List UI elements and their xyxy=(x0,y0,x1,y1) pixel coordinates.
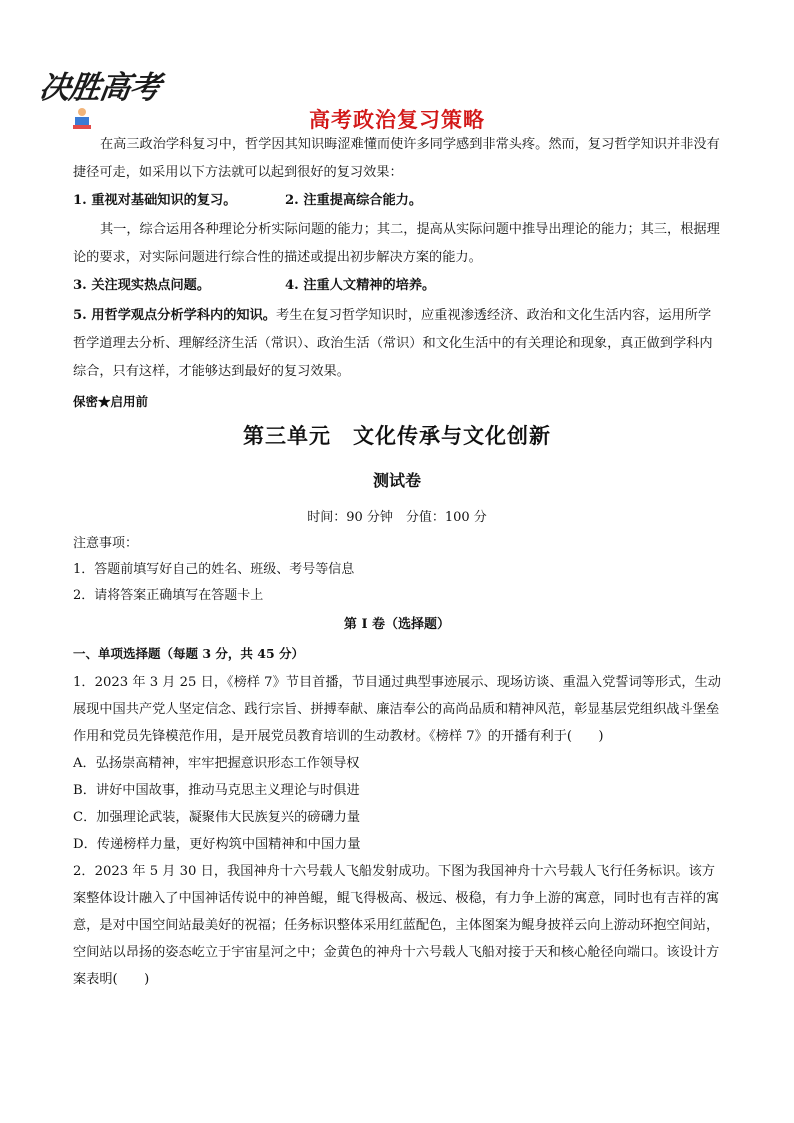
strategy-title: 高考政治复习策略 xyxy=(309,108,485,132)
strategy-point-5: 5. 用哲学观点分析学科内的知识。 xyxy=(73,308,276,323)
secret-label: 保密★启用前 xyxy=(73,394,149,409)
question-1-option-b: B．讲好中国故事，推动马克思主义理论与时俱进 xyxy=(73,783,360,798)
section-heading: 第 I 卷（选择题） xyxy=(343,617,451,632)
question-2-stem: 2．2023 年 5 月 30 日，我国神舟十六号载人飞船发射成功。下图为我国神舟十六号载人飞行任务标识。该方案整体设计融入了中国神话传说中的神兽鲲，鲲飞得极高、极远、极稳，有力争上游的寓意，同时也有吉祥的寓意，是对中国空间站最美好的祝福；任务标识整体采用红蓝配色，主体图案为鲲身披祥云向上游动环抱空间站，空间站以昂扬的姿态屹立于宇宙星河之中；金黄色的神舟十六号载人飞船对接于天和核心舱径向端口。该设计方案表明( ) xyxy=(73,864,720,987)
logo-text: 决胜高考 xyxy=(36,70,163,106)
question-1-option-c: C．加强理论武装，凝聚伟大民族复兴的磅礴力量 xyxy=(73,810,361,825)
strategy-point-1: 1. 重视对基础知识的复习。 xyxy=(73,193,237,208)
strategy-point-5-block xyxy=(73,302,723,386)
notice-item-1: 1．答题前填写好自己的姓名、班级、考号等信息 xyxy=(73,562,355,577)
strategy-point-5-desc: 考生在复习哲学知识时，应重视渗透经济、政治和文化生活内容，运用所学哲学道理去分析、理解经济生活（常识）、政治生活（常识）和文化生活中的有关理论和现象，真正做到学科内综合，只有这样，才能够达到最好的复习效果。 xyxy=(73,308,713,379)
strategy-point-2-desc: 其一，综合运用各种理论分析实际问题的能力；其二，提高从实际问题中推导出理论的能力；其三，根据理论的要求，对实际问题进行综合性的描述或提出初步解决方案的能力。 xyxy=(73,222,720,265)
time-score-line: 时间：90 分钟 分值：100 分 xyxy=(307,510,487,525)
test-subtitle: 测试卷 xyxy=(372,471,421,490)
notice-item-2: 2．请将答案正确填写在答题卡上 xyxy=(73,588,264,603)
strategy-point-3: 3. 关注现实热点问题。 xyxy=(73,278,211,293)
question-1-option-d: D．传递榜样力量，更好构筑中国精神和中国力量 xyxy=(73,837,361,852)
strategy-point-2: 2. 注重提高综合能力。 xyxy=(285,193,423,208)
question-1-stem: 1．2023 年 3 月 25 日，《榜样 7》节目首播，节目通过典型事迹展示、现场访谈、重温入党誓词等形式，生动展现中国共产党人坚定信念、践行宗旨、拼搏奉献、廉洁奉公的高尚品质和精神风范，彰显基层党组织战斗堡垒作用和党员先锋模范作用，是开展党员教育培训的生动教材。《榜样 7》的开播有利于( ) xyxy=(73,675,721,744)
strategy-intro: 在高三政治学科复习中，哲学因其知识晦涩难懂而使许多同学感到非常头疼。然而，复习哲学知识并非没有捷径可走，如采用以下方法就可以起到很好的复习效果： xyxy=(73,137,720,180)
part-heading: 一、单项选择题（每题 3 分，共 45 分） xyxy=(73,646,305,661)
question-1-option-a: A．弘扬崇高精神，牢牢把握意识形态工作领导权 xyxy=(73,756,360,771)
unit-title: 第三单元 文化传承与文化创新 xyxy=(243,424,551,448)
notice-label: 注意事项： xyxy=(73,536,139,551)
strategy-point-4: 4. 注重人文精神的培养。 xyxy=(285,278,436,293)
